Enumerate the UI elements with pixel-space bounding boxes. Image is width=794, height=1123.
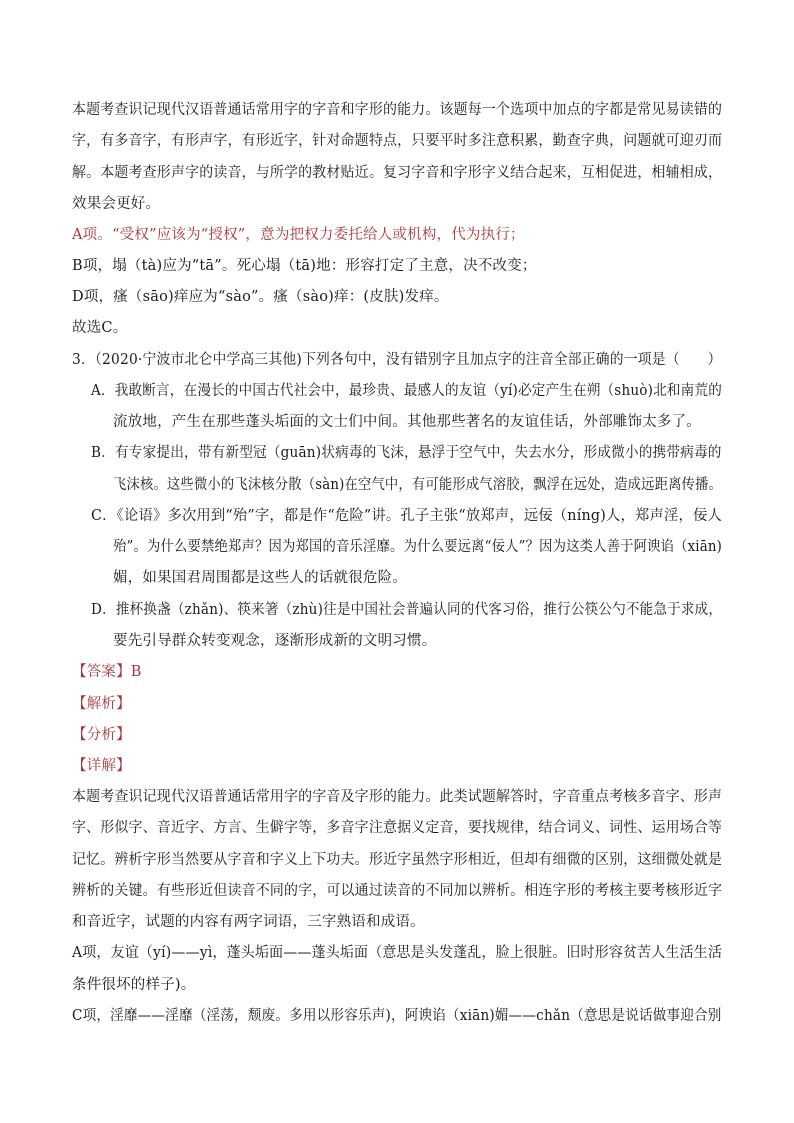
detail-a-line-1: A项，友谊（yí)——yì，蓬头垢面——蓬头垢面（意思是头发蓬乱，脸上很脏。旧时形容贫苦人生活生活 (72, 945, 723, 961)
option-c-line-1: C．《论语》多次用到“殆”字，都是作“危险”讲。孔子主张“放郑声，远佞（níng)人，郑声淫，佞人 (91, 508, 722, 524)
option-b-line-1: B．有专家提出，带有新型冠（guān)状病毒的飞沫，悬浮于空气中，失去水分，形成微小的携带病毒的 (91, 445, 722, 461)
option-b-line-2: 飞沫核。这些微小的飞沫核分散（sàn)在空气中，有可能形成气溶胶，飘浮在远处，造成远距离传播。 (113, 477, 723, 493)
note-a: A项。“受权”应该为“授权”，意为把权力委托给人或机构，代为执行； (72, 227, 525, 243)
option-a-line-1: A．我敢断言，在漫长的中国古代社会中，最珍贵、最感人的友谊（yí)必定产生在朔（shuò)北和南荒的 (91, 383, 722, 399)
note-b: B项，塌（tà)应为“tā”。死心塌（tā)地：形容打定了主意，决不改变； (72, 258, 537, 274)
intro-line-1: 本题考查识记现代汉语普通话常用字的字音和字形的能力。该题每一个选项中加点的字都是常见易读错的 (72, 102, 723, 118)
answer-tag: 【答案】B (72, 664, 142, 680)
intro-line-4: 效果会更好。 (72, 196, 161, 212)
option-d-line-2: 要先引导群众转变观念，逐渐形成新的文明习惯。 (113, 633, 437, 649)
note-d: D项，瘙（sāo)痒应为“sào”。瘙（sào)痒：(皮肤)发痒。 (72, 289, 449, 305)
detail-line-4: 辨析的关键。有些形近但读音不同的字，可以通过读音的不同加以辨析。相连字形的考核主要考核形近字 (72, 883, 723, 899)
detail-line-5: 和音近字，试题的内容有两字词语，三字熟语和成语。 (72, 914, 425, 930)
detail-tag: 【详解】 (72, 758, 131, 774)
analysis-tag: 【解析】 (72, 696, 131, 712)
option-a-line-2: 流放地，产生在那些蓬头垢面的文士们中间。其他那些著名的友谊佳话，外部雕饰太多了。 (113, 414, 701, 430)
option-c-line-2: 殆”。为什么要禁绝郑声？因为郑国的音乐淫靡。为什么要远离“佞人”？因为这类人善于阿谀谄（xiān) (113, 539, 723, 555)
intro-line-2: 字，有多音字，有形声字，有形近字，针对命题特点，只要平时多注意积累，勤查字典，问题就可迎刃而 (72, 133, 723, 149)
answer-choice-line: 故选C。 (72, 320, 128, 336)
option-d-line-1: D．推杯换盏（zhǎn)、筷来箸（zhù)往是中国社会普遍认同的代客习俗，推行公筷公勺不能急于求成， (91, 602, 723, 618)
intro-line-3: 解。本题考查形声字的读音，与所学的教材贴近。复习字音和字形字义结合起来，互相促进，相辅相成， (72, 165, 723, 181)
detail-c-line-1: C项，淫靡——淫靡（淫荡，颓废。多用以形容乐声)，阿谀谄（xiān)媚——chǎn（意思是说话做事迎合别 (72, 1008, 722, 1024)
detail-line-3: 记忆。辨析字形当然要从字音和字义上下功夫。形近字虽然字形相近，但却有细微的区别，这细微处就是 (72, 852, 723, 868)
detail-a-line-2: 条件很坏的样子)。 (72, 977, 196, 993)
detail-line-2: 字、形似字、音近字、方言、生僻字等，多音字注意据义定音，要找规律，结合词义、词性、运用场合等 (72, 820, 723, 836)
detail-line-1: 本题考查识记现代汉语普通话常用字的字音及字形的能力。此类试题解答时，字音重点考核多音字、形声 (72, 789, 723, 805)
fenxi-tag: 【分析】 (72, 727, 131, 743)
option-c-line-3: 媚，如果国君周围都是这些人的话就很危险。 (113, 570, 407, 586)
question-stem: 3．（2020·宁波市北仑中学高三其他)下列各句中，没有错别字且加点字的注音全部正确的一项是（ ） (72, 352, 722, 368)
